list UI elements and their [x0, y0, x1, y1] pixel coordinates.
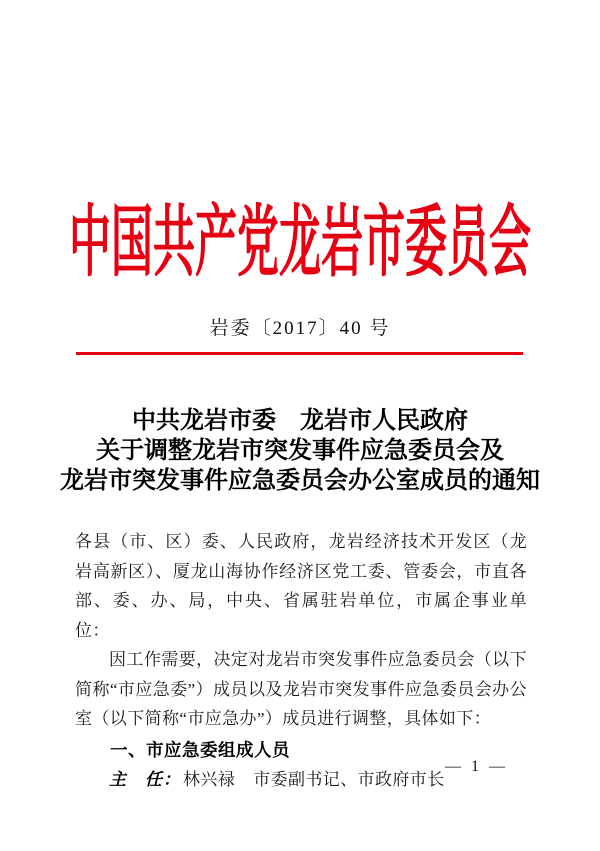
org-masthead	[0, 202, 600, 288]
red-divider-rule	[76, 352, 523, 355]
page-number: — 1 —	[445, 758, 508, 775]
notice-title-line-3: 龙岩市突发事件应急委员会办公室成员的通知	[60, 468, 540, 494]
notice-title-line-2: 关于调整龙岩市突发事件应急委员会及	[96, 438, 504, 464]
chairman-name: 林兴禄	[183, 769, 236, 789]
document-body	[75, 527, 527, 795]
chairman-title: 市委副书记、市政府市长	[253, 769, 445, 789]
notice-title-line-1: 中共龙岩市委 龙岩市人民政府	[132, 408, 468, 434]
recipients-paragraph: 各县（市、区）委、人民政府，龙岩经济技术开发区（龙岩高新区）、厦龙山海协作经济区党工委、管委会，市直各部、委、办、局，中央、省属驻岩单位，市属企事业单位：	[75, 532, 527, 640]
document-number: 岩委〔2017〕40 号	[209, 318, 391, 339]
intro-paragraph: 因工作需要，决定对龙岩市突发事件应急委员会（以下简称“市应急委”）成员以及龙岩市突发事件应急委员会办公室（以下简称“市应急办”）成员进行调整，具体如下：	[75, 650, 527, 728]
notice-title	[0, 406, 600, 496]
org-masthead-text: 中国共产党龙岩市委员会	[68, 202, 531, 288]
chairman-role-label: 主 任：	[109, 769, 181, 789]
section-1-heading: 一、市应急委组成人员	[110, 739, 290, 760]
